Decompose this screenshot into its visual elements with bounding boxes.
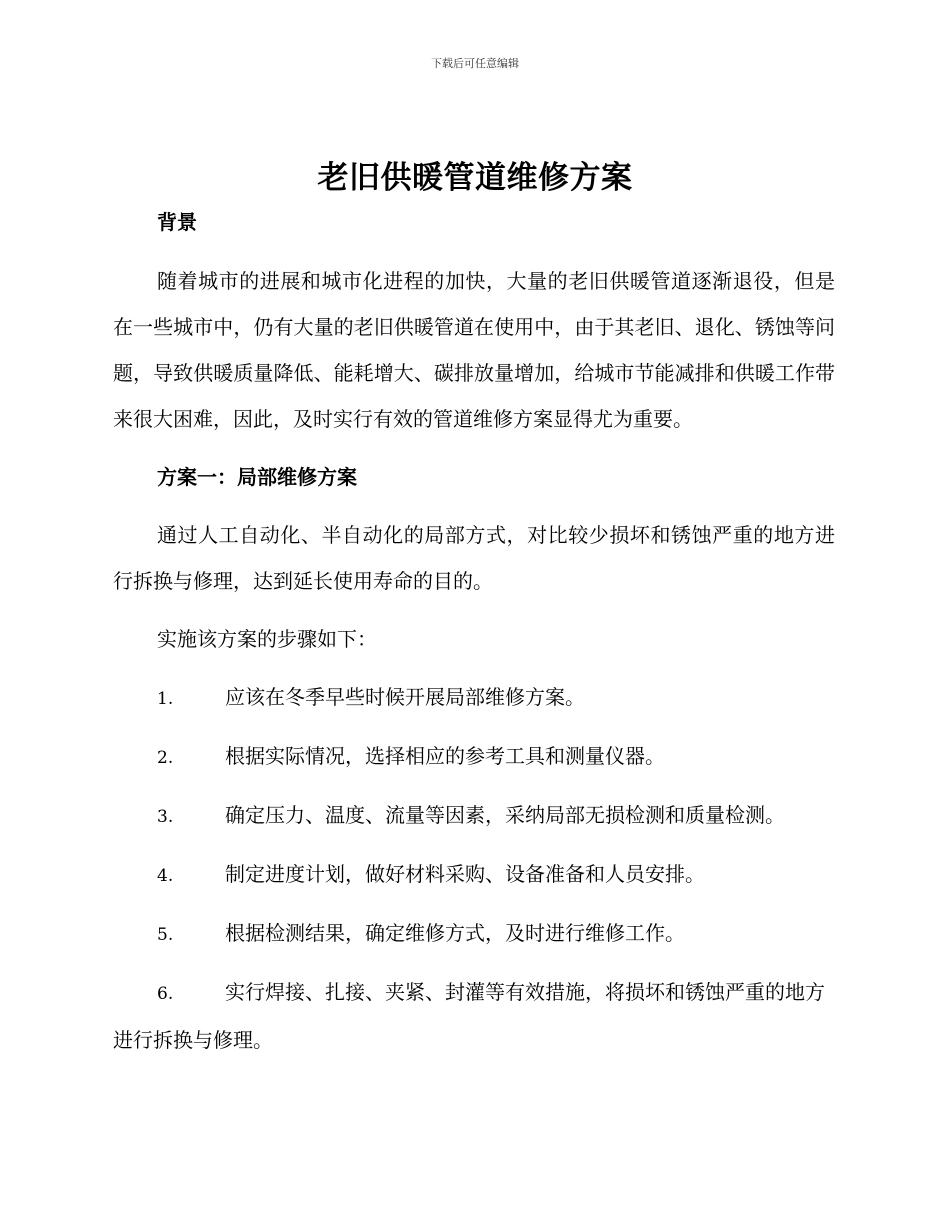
step-item: [113, 851, 835, 899]
background-heading: 背景: [157, 210, 197, 234]
step-text: 确定压力、温度、流量等因素，采纳局部无损检测和质量检测。: [225, 803, 785, 827]
step-number: 1.: [157, 689, 174, 709]
step-text: 实行焊接、扎接、夹紧、封灌等有效措施，将损坏和锈蚀严重的地方进行拆换与修理。: [113, 980, 825, 1052]
step-number: 4.: [157, 866, 174, 886]
step-item: [113, 910, 835, 958]
document-title: 老旧供暖管道维修方案: [317, 160, 633, 196]
step-item: [113, 674, 835, 722]
step-item: [113, 792, 835, 840]
step-item: [113, 969, 835, 1063]
step-text: 制定进度计划，做好材料采购、设备准备和人员安排。: [225, 862, 705, 886]
plan1-heading: 方案一：局部维修方案: [157, 465, 357, 489]
step-number: 3.: [157, 807, 174, 827]
step-text: 应该在冬季早些时候开展局部维修方案。: [225, 685, 585, 709]
background-paragraph: 随着城市的进展和城市化进程的加快，大量的老旧供暖管道逐渐退役，但是在一些城市中，仍有大量的老旧供暖管道在使用中，由于其老旧、退化、锈蚀等问题，导致供暖质量降低、能耗增大、碳排放量增加，给城市节能减排和供暖工作带来很大困难，因此，及时实行有效的管道维修方案显得尤为重要。: [113, 269, 835, 431]
page-header-note: 下载后可任意编辑: [431, 57, 519, 70]
plan1-paragraph: 通过人工自动化、半自动化的局部方式，对比较少损坏和锈蚀严重的地方进行拆换与修理，达到延长使用寿命的目的。: [113, 523, 835, 593]
step-number: 6.: [157, 984, 174, 1004]
steps-intro: 实施该方案的步骤如下：: [157, 627, 377, 651]
steps-list: [113, 674, 835, 1063]
step-number: 2.: [157, 748, 174, 768]
step-number: 5.: [157, 925, 174, 945]
step-text: 根据实际情况，选择相应的参考工具和测量仪器。: [225, 744, 665, 768]
step-text: 根据检测结果，确定维修方式，及时进行维修工作。: [225, 921, 685, 945]
step-item: [113, 733, 835, 781]
document-body: [113, 204, 835, 1074]
